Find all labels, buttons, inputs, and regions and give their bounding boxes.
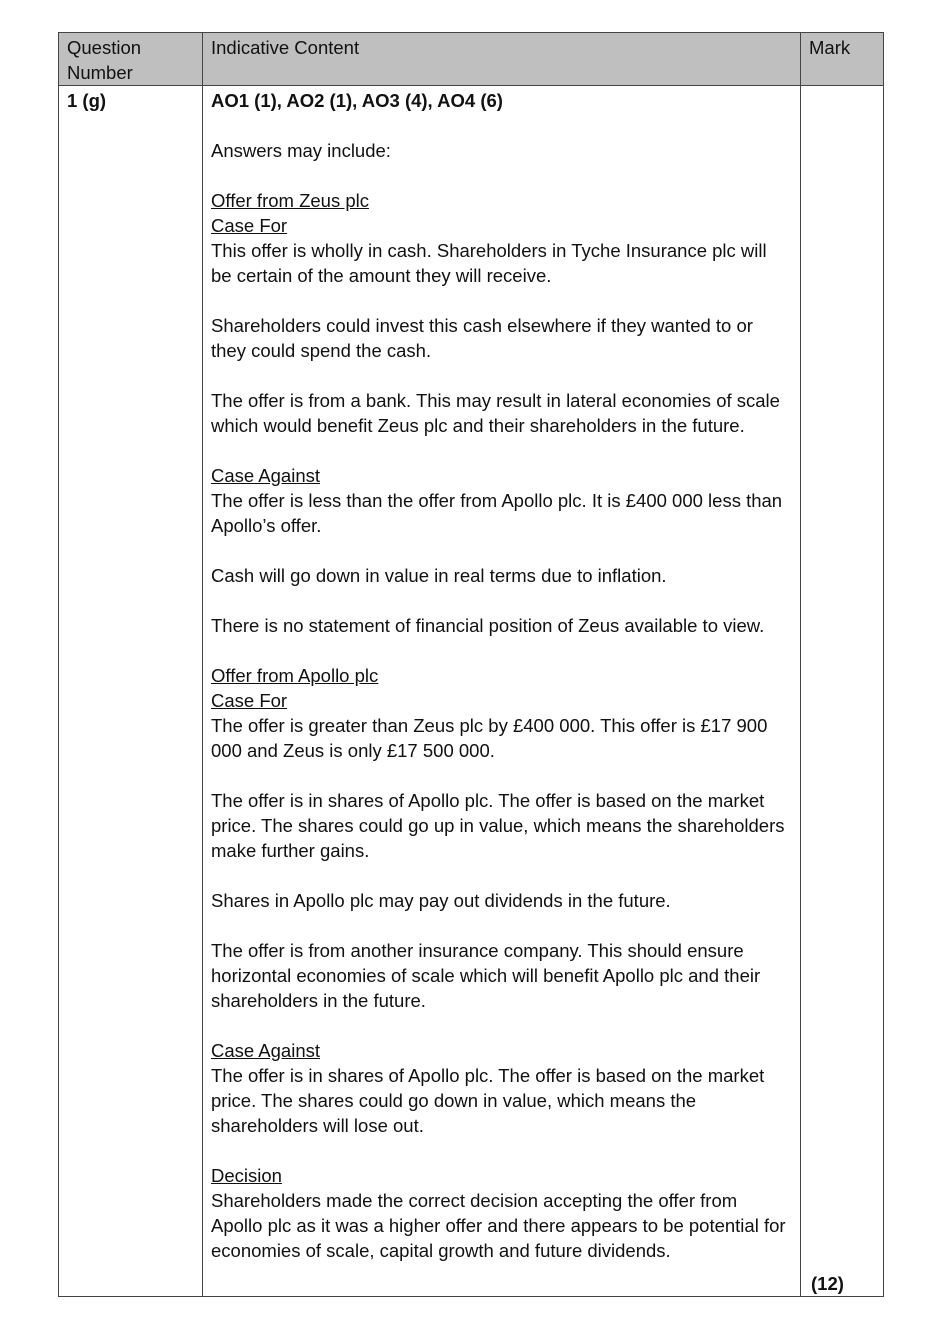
zeus-heading: Offer from Zeus plc xyxy=(211,190,369,211)
mark-cell xyxy=(801,86,884,1297)
zeus-case-against-point: There is no statement of financial position of Zeus available to view. xyxy=(211,615,765,636)
zeus-case-for-point: Shareholders could invest this cash elsewhere if they wanted to or they could spend the cash. xyxy=(211,315,753,361)
apollo-case-for-point: The offer is greater than Zeus plc by £400 000. This offer is £17 900 000 and Zeus is only £17 500 000. xyxy=(211,715,768,761)
header-indicative-content: Indicative Content xyxy=(203,33,801,86)
indicative-content-cell xyxy=(203,86,801,1297)
zeus-case-against-heading: Case Against xyxy=(211,465,321,486)
zeus-case-for-heading: Case For xyxy=(211,215,288,236)
apollo-case-for-point: Shares in Apollo plc may pay out dividends in the future. xyxy=(211,890,671,911)
apollo-heading: Offer from Apollo plc xyxy=(211,665,379,686)
zeus-case-against-point: Cash will go down in value in real terms due to inflation. xyxy=(211,565,667,586)
apollo-case-against-heading: Case Against xyxy=(211,1040,321,1061)
apollo-case-for-point: The offer is in shares of Apollo plc. The offer is based on the market price. The shares could go up in value, which means the shareholders make further gains. xyxy=(211,790,785,861)
table-row xyxy=(59,86,884,1297)
mark-scheme-table xyxy=(58,32,884,1297)
zeus-case-against-point: The offer is less than the offer from Apollo plc. It is £400 000 less than Apollo’s offer. xyxy=(211,490,783,536)
header-mark: Mark xyxy=(801,33,884,86)
mark-scheme-page xyxy=(58,32,880,1297)
question-number-cell xyxy=(59,86,203,1297)
table-header-row xyxy=(59,33,884,86)
apollo-case-for-heading: Case For xyxy=(211,690,288,711)
intro-text: Answers may include: xyxy=(211,140,391,161)
zeus-case-for-point: This offer is wholly in cash. Shareholders in Tyche Insurance plc will be certain of the amount they will receive. xyxy=(211,240,767,286)
header-question-number: Question Number xyxy=(59,33,203,86)
apollo-case-for-point: The offer is from another insurance company. This should ensure horizontal economies of scale which will benefit Apollo plc and their shareholders in the future. xyxy=(211,940,761,1011)
apollo-case-against-point: The offer is in shares of Apollo plc. The offer is based on the market price. The shares could go down in value, which means the shareholders will lose out. xyxy=(211,1065,765,1136)
question-number: 1 (g) xyxy=(67,90,107,111)
decision-text: Shareholders made the correct decision accepting the offer from Apollo plc as it was a higher offer and there appears to be potential for economies of scale, capital growth and future dividends. xyxy=(211,1190,786,1261)
assessment-objectives: AO1 (1), AO2 (1), AO3 (4), AO4 (6) xyxy=(211,90,503,111)
mark-total: (12) xyxy=(811,1273,844,1294)
decision-heading: Decision xyxy=(211,1165,282,1186)
zeus-case-for-point: The offer is from a bank. This may result in lateral economies of scale which would benefit Zeus plc and their shareholders in the future. xyxy=(211,390,780,436)
